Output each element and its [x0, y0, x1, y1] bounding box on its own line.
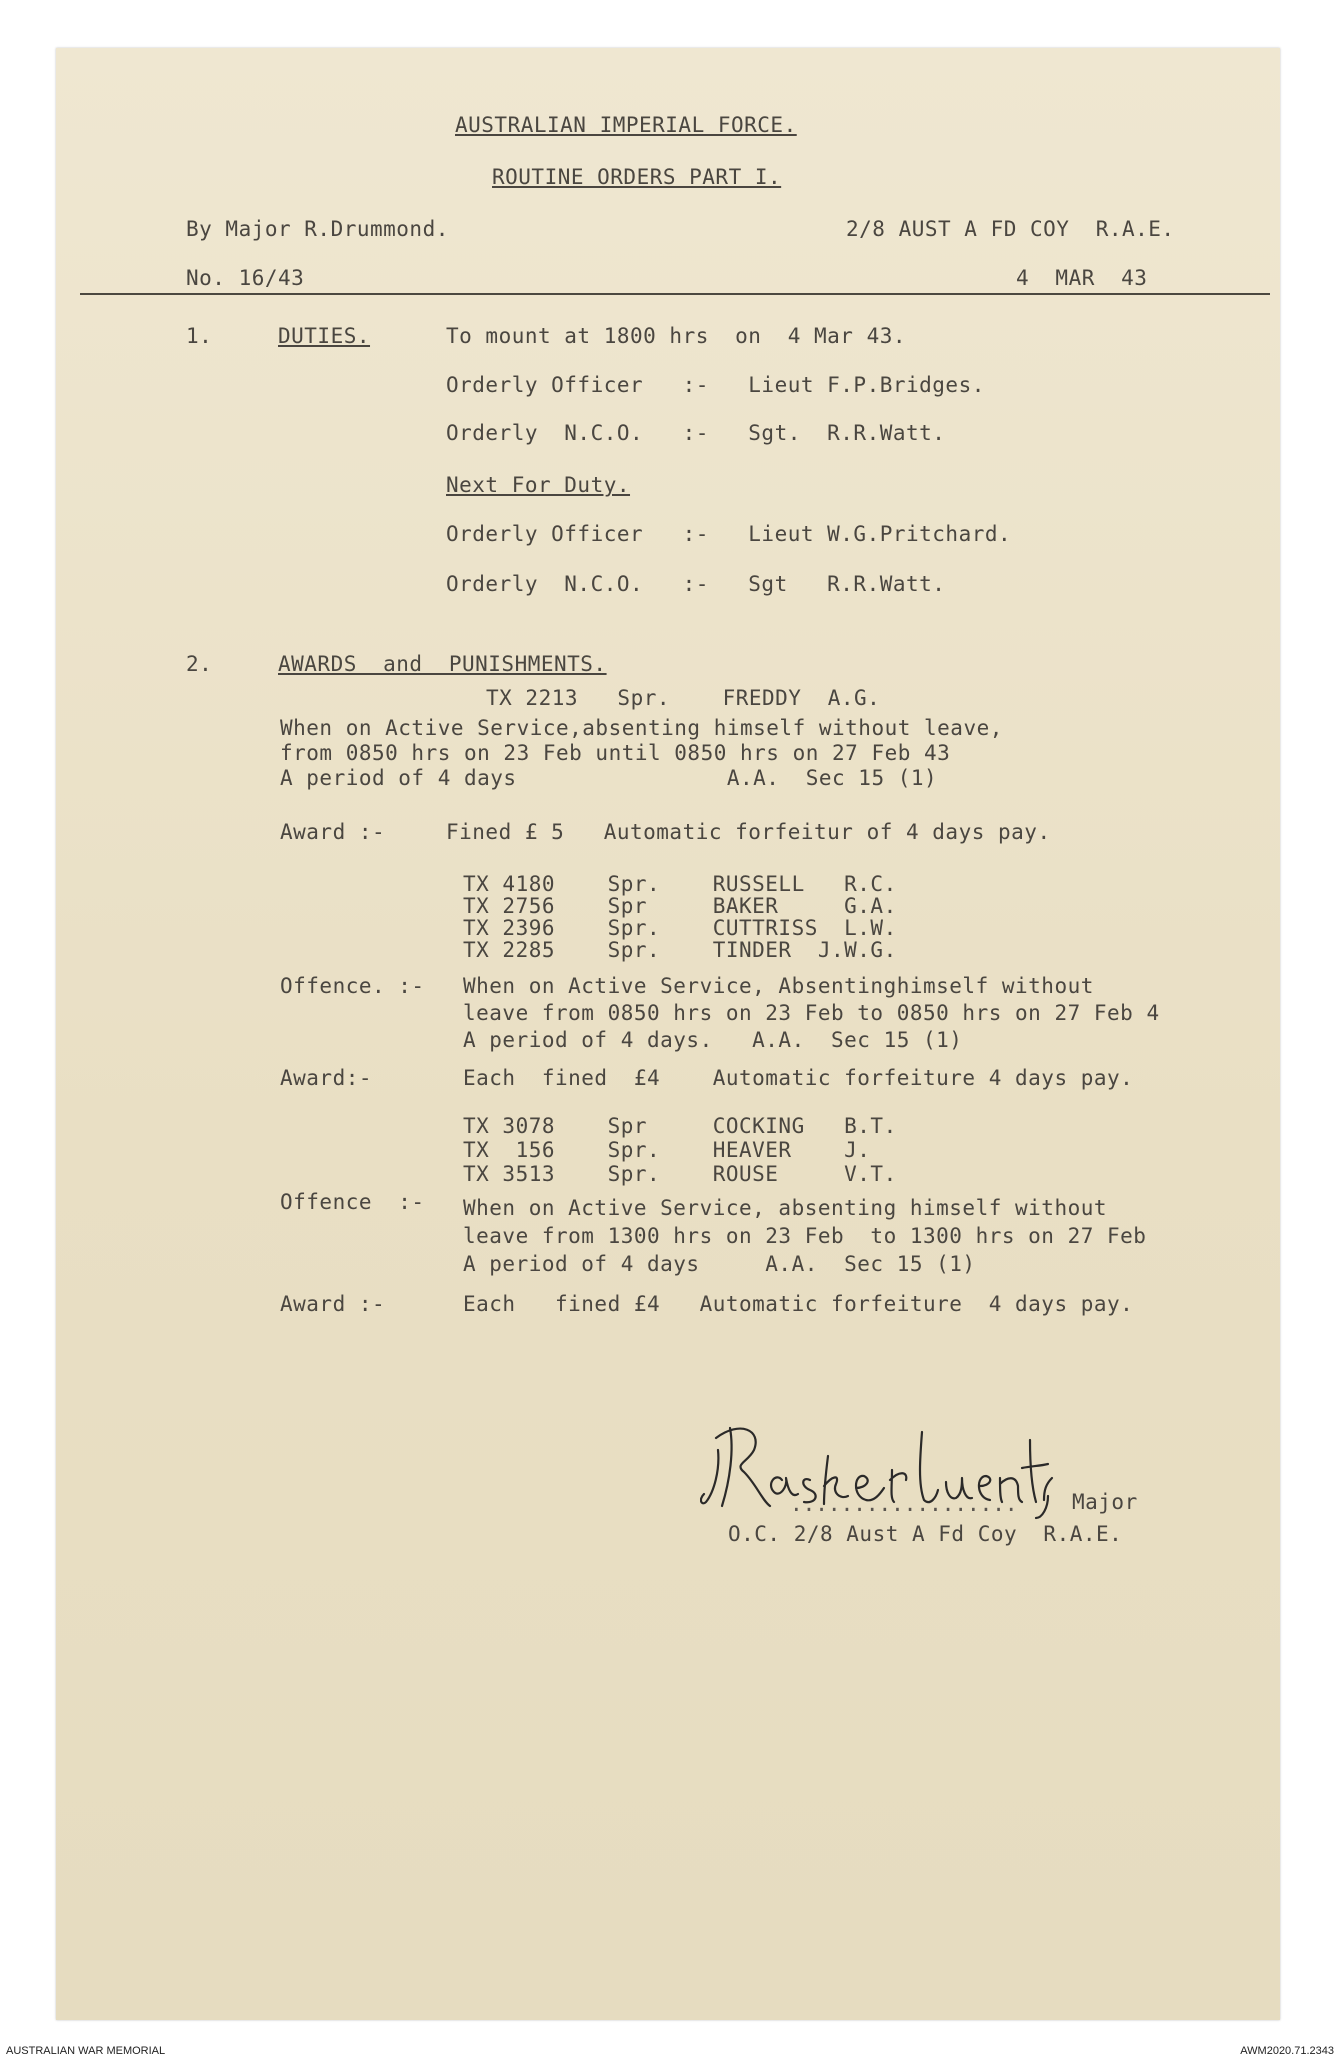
offence-line: When on Active Service, absenting himself without: [463, 1196, 1108, 1220]
offence-label: Offence. :-: [280, 974, 425, 998]
duties-intro: To mount at 1800 hrs on 4 Mar 43.: [446, 324, 907, 348]
duty-row: Orderly Officer :- Lieut F.P.Bridges.: [446, 373, 985, 397]
soldier-entry: TX 156 Spr. HEAVER J.: [463, 1138, 871, 1162]
section-heading-awards: AWARDS and PUNISHMENTS.: [278, 652, 607, 676]
award-text: Each fined £4 Automatic forfeiture 4 days pay.: [463, 1292, 1134, 1316]
soldier-entry: TX 2285 Spr. TINDER J.W.G.: [463, 938, 897, 962]
offence-line: When on Active Service, Absentinghimself without: [463, 974, 1094, 998]
offence-line: A period of 4 days. A.A. Sec 15 (1): [463, 1028, 963, 1052]
soldier-entry: TX 3078 Spr COCKING B.T.: [463, 1114, 897, 1138]
soldier-entry: TX 2396 Spr. CUTTRISS L.W.: [463, 916, 897, 940]
signatory-rank: Major: [1072, 1490, 1138, 1514]
offence-line: from 0850 hrs on 23 Feb until 0850 hrs on 27 Feb 43: [280, 741, 951, 765]
unit-name: 2/8 AUST A FD COY R.A.E.: [846, 217, 1175, 241]
next-duty-heading: Next For Duty.: [446, 473, 631, 497]
soldier-entry: TX 4180 Spr. RUSSELL R.C.: [463, 872, 897, 896]
award-label: Award :-: [280, 1292, 386, 1316]
footer-catalogue-id: AWM2020.71.2343: [1240, 2045, 1334, 2057]
header-rule: [80, 293, 1270, 295]
soldier-entry: TX 3513 Spr. ROUSE V.T.: [463, 1162, 897, 1186]
signatory-title: O.C. 2/8 Aust A Fd Coy R.A.E.: [728, 1522, 1123, 1546]
next-duty-row: Orderly N.C.O. :- Sgt R.R.Watt.: [446, 572, 946, 596]
offence-line: leave from 0850 hrs on 23 Feb to 0850 hrs on 27 Feb 4: [463, 1001, 1160, 1025]
award-label: Award :-: [280, 820, 386, 844]
section-heading-duties: DUTIES.: [278, 324, 371, 348]
offence-line: When on Active Service,absenting himself without leave,: [280, 716, 1003, 740]
award-text: Each fined £4 Automatic forfeiture 4 days pay.: [463, 1066, 1134, 1090]
soldier-entry: TX 2213 Spr. FREDDY A.G.: [486, 686, 881, 710]
document-subtitle: ROUTINE ORDERS PART I.: [492, 165, 782, 189]
footer-archive-name: AUSTRALIAN WAR MEMORIAL: [6, 2045, 166, 2057]
signature-dots: ..................: [790, 1492, 1018, 1516]
issued-by: By Major R.Drummond.: [186, 217, 449, 241]
order-date: 4 MAR 43: [1016, 266, 1148, 290]
offence-line: leave from 1300 hrs on 23 Feb to 1300 hrs on 27 Feb: [463, 1224, 1147, 1248]
section-number-awards: 2.: [186, 652, 213, 676]
order-number: No. 16/43: [186, 266, 305, 290]
award-label: Award:-: [280, 1066, 373, 1090]
offence-line: A period of 4 days A.A. Sec 15 (1): [280, 766, 938, 790]
section-number-duties: 1.: [186, 324, 213, 348]
next-duty-row: Orderly Officer :- Lieut W.G.Pritchard.: [446, 522, 1012, 546]
offence-label: Offence :-: [280, 1190, 425, 1214]
award-text: Fined £ 5 Automatic forfeitur of 4 days pay.: [446, 820, 1051, 844]
duty-row: Orderly N.C.O. :- Sgt. R.R.Watt.: [446, 421, 946, 445]
soldier-entry: TX 2756 Spr BAKER G.A.: [463, 894, 897, 918]
document-title: AUSTRALIAN IMPERIAL FORCE.: [455, 113, 797, 137]
offence-line: A period of 4 days A.A. Sec 15 (1): [463, 1252, 976, 1276]
